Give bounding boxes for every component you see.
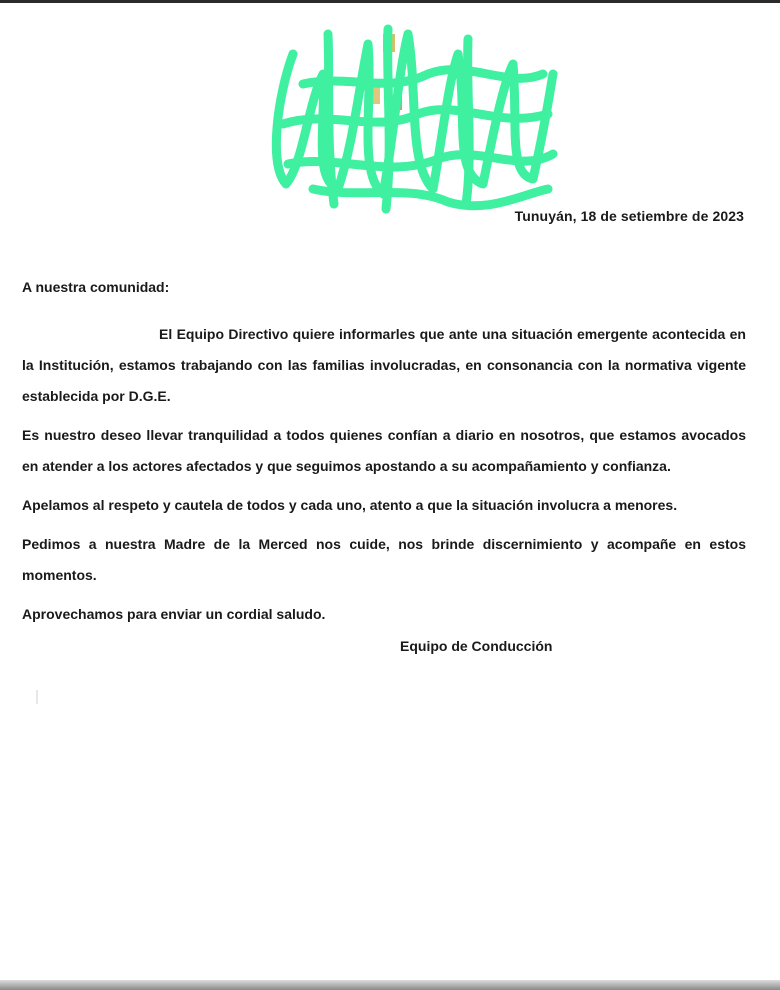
paragraph-4: Pedimos a nuestra Madre de la Merced nos cuide, nos brinde discernimiento y acompañe en estos momentos.: [22, 536, 746, 583]
signature: Equipo de Conducción: [400, 638, 553, 654]
paragraph-2: Es nuestro deseo llevar tranquilidad a todos quienes confían a diario en nosotros, que estamos avocados en atender a los actores afectados y que seguimos apostando a su acompañamiento y confianza.: [22, 427, 746, 474]
bottom-border: [0, 980, 780, 990]
scan-artifact: [36, 690, 38, 704]
redaction-scribble: [268, 14, 558, 214]
date-line: Tunuyán, 18 de setiembre de 2023: [514, 208, 744, 224]
top-border: [0, 0, 780, 3]
paragraph-1: El Equipo Directivo quiere informarles que ante una situación emergente acontecida en la Institución, estamos trabajando con las familias involucradas, en consonancia con la normativa vigente establecida por D.G.E.: [22, 326, 746, 404]
salutation: A nuestra comunidad:: [22, 279, 170, 295]
svg-text:O: O: [320, 148, 331, 163]
paragraph-3: Apelamos al respeto y cautela de todos y cada uno, atento a que la situación involucra a menores.: [22, 497, 678, 513]
paragraph-5: Aprovechamos para enviar un cordial saludo.: [22, 606, 326, 622]
letter-body: [22, 272, 746, 638]
